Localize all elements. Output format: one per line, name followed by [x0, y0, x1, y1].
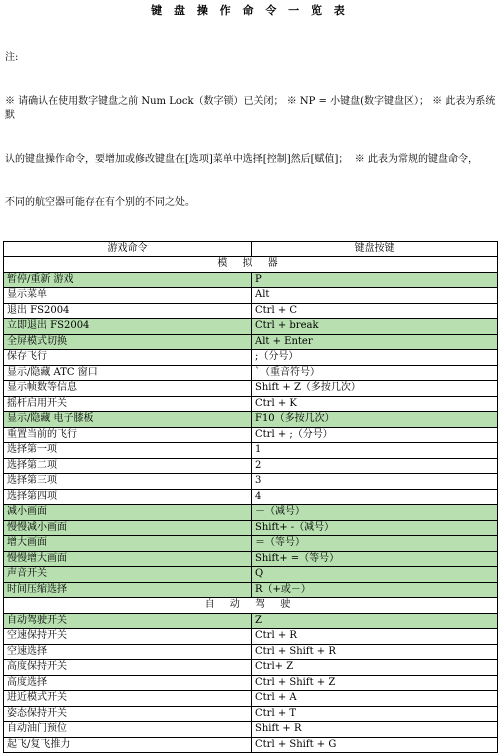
key-cell: 4 [252, 489, 498, 505]
command-cell: 起飞/复飞推力 [4, 737, 252, 753]
key-cell: Ctrl + Shift + G [252, 737, 498, 753]
table-row [4, 660, 498, 676]
table-row [4, 644, 498, 660]
table-row [4, 613, 498, 629]
table-row [4, 365, 498, 381]
notes-line: 认的键盘操作命令，要增加或修改键盘在[选项]菜单中选择[控制]然后[赋值]； ※ 此表为常规的键盘命令， [5, 153, 497, 168]
command-cell: 显示/隐藏 ATC 窗口 [4, 365, 252, 381]
key-cell: ;（分号） [252, 350, 498, 366]
key-cell: R（+或－） [252, 582, 498, 598]
table-row [4, 350, 498, 366]
key-cell: Ctrl + R [252, 629, 498, 645]
table-row [4, 582, 498, 598]
table-row [4, 396, 498, 412]
document-title: 键 盘 操 作 命 令 一 览 表 [3, 0, 497, 22]
notes-block [5, 22, 497, 240]
command-cell: 高度保持开关 [4, 660, 252, 676]
key-cell: 2 [252, 458, 498, 474]
command-cell: 姿态保持开关 [4, 706, 252, 722]
key-cell: P [252, 272, 498, 288]
table-row [4, 489, 498, 505]
command-cell: 时间压缩选择 [4, 582, 252, 598]
command-cell: 摇杆启用开关 [4, 396, 252, 412]
command-cell: 显示帧数等信息 [4, 381, 252, 397]
table-row [4, 474, 498, 490]
key-cell: Ctrl + A [252, 691, 498, 707]
command-cell: 选择第二项 [4, 458, 252, 474]
key-cell: Ctrl+ Z [252, 660, 498, 676]
command-cell: 选择第四项 [4, 489, 252, 505]
command-cell: 声音开关 [4, 567, 252, 583]
table-row [4, 567, 498, 583]
command-cell: 暂停/重新 游戏 [4, 272, 252, 288]
table-row [4, 458, 498, 474]
table-row [4, 722, 498, 738]
table-row [4, 505, 498, 521]
command-cell: 选择第一项 [4, 443, 252, 459]
key-cell: Q [252, 567, 498, 583]
table-header-row [4, 241, 498, 257]
table-row [4, 737, 498, 753]
keyboard-commands-table [3, 241, 498, 753]
command-cell: 立即退出 FS2004 [4, 319, 252, 335]
key-cell: Alt [252, 288, 498, 304]
command-cell: 慢慢增大画面 [4, 551, 252, 567]
notes-line: 注: [5, 51, 497, 66]
section-row [4, 598, 498, 614]
key-cell: Ctrl + ;（分号） [252, 427, 498, 443]
table-row [4, 443, 498, 459]
command-cell: 高度选择 [4, 675, 252, 691]
command-cell: 显示/隐藏 电子膝板 [4, 412, 252, 428]
command-cell: 慢慢减小画面 [4, 520, 252, 536]
table-row [4, 551, 498, 567]
table-row [4, 303, 498, 319]
key-cell: Ctrl + C [252, 303, 498, 319]
key-cell: F10（多按几次） [252, 412, 498, 428]
command-cell: 进近模式开关 [4, 691, 252, 707]
key-cell: 3 [252, 474, 498, 490]
command-cell: 减小画面 [4, 505, 252, 521]
key-cell: Ctrl + T [252, 706, 498, 722]
key-cell: 1 [252, 443, 498, 459]
key-cell: Ctrl + break [252, 319, 498, 335]
command-cell: 空速保持开关 [4, 629, 252, 645]
section-label: 模 拟 器 [4, 257, 498, 273]
notes-line: ※ 请确认在使用数字键盘之前 Num Lock（数字锁）已关闭； ※ NP = 小键盘(数字键盘区）； ※ 此表为系统默 [5, 95, 497, 124]
table-row [4, 520, 498, 536]
command-cell: 自动驾驶开关 [4, 613, 252, 629]
command-cell: 选择第三项 [4, 474, 252, 490]
table-row [4, 427, 498, 443]
command-cell: 增大画面 [4, 536, 252, 552]
key-cell: －（减号） [252, 505, 498, 521]
table-row [4, 536, 498, 552]
table-row [4, 691, 498, 707]
key-cell: ＝（等号） [252, 536, 498, 552]
key-cell: Ctrl + K [252, 396, 498, 412]
key-cell: Shift+ -（减号） [252, 520, 498, 536]
command-cell: 全屏模式切换 [4, 334, 252, 350]
command-cell: 自动油门预位 [4, 722, 252, 738]
section-label: 自 动 驾 驶 [4, 598, 498, 614]
command-cell: 重置当前的飞行 [4, 427, 252, 443]
key-cell: Shift + Z（多按几次） [252, 381, 498, 397]
table-row [4, 272, 498, 288]
key-cell: Ctrl + Shift + R [252, 644, 498, 660]
table-row [4, 334, 498, 350]
table-row [4, 288, 498, 304]
header-command: 游戏命令 [4, 241, 252, 257]
key-cell: Z [252, 613, 498, 629]
table-row [4, 629, 498, 645]
table-row [4, 412, 498, 428]
key-cell: Shift + R [252, 722, 498, 738]
table-row [4, 381, 498, 397]
header-key: 键盘按键 [252, 241, 498, 257]
command-cell: 空速选择 [4, 644, 252, 660]
command-cell: 显示菜单 [4, 288, 252, 304]
table-body [4, 257, 498, 753]
table-row [4, 706, 498, 722]
notes-line: 不同的航空器可能存在有个别的不同之处。 [5, 196, 497, 211]
command-cell: 退出 FS2004 [4, 303, 252, 319]
key-cell: Alt + Enter [252, 334, 498, 350]
key-cell: Ctrl + Shift + Z [252, 675, 498, 691]
key-cell: Shift+ =（等号） [252, 551, 498, 567]
table-row [4, 319, 498, 335]
section-row [4, 257, 498, 273]
table-row [4, 675, 498, 691]
key-cell: `（重音符号） [252, 365, 498, 381]
command-cell: 保存飞行 [4, 350, 252, 366]
